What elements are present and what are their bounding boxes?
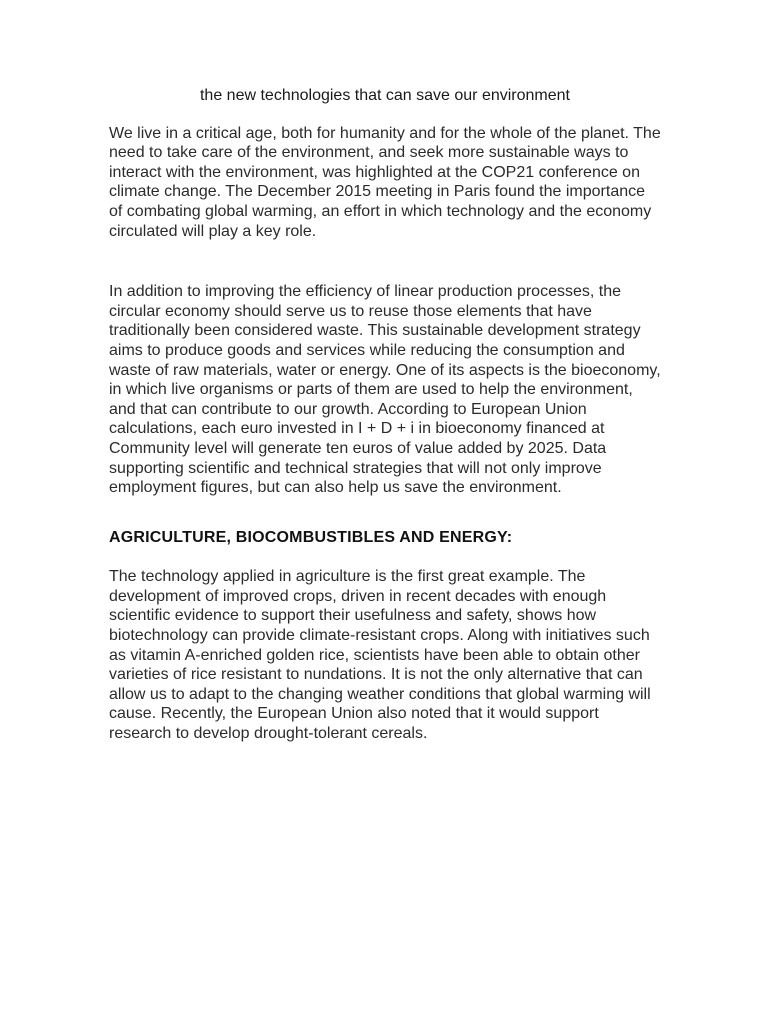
section-heading: AGRICULTURE, BIOCOMBUSTIBLES AND ENERGY: bbox=[109, 528, 513, 546]
document-body bbox=[109, 86, 661, 744]
intro-paragraph: We live in a critical age, both for humanity and for the whole of the planet. The need to take care of the environment, and seek more sustainable ways to interact with the environment, was highlighted at the COP21 conference on climate change. The December 2015 meeting in Paris found the importance of combating global warming, an effort in which technology and the economy circulated will play a key role. bbox=[109, 124, 661, 240]
document-title: the new technologies that can save our environment bbox=[199, 87, 570, 104]
circular-economy-paragraph: In addition to improving the efficiency of linear production processes, the circular economy should serve us to reuse those elements that have traditionally been considered waste. This sustainable development strategy aims to produce goods and services while reducing the consumption and waste of raw materials, water or energy. One of its aspects is the bioeconomy, in which live organisms or parts of them are used to help the environment, and that can contribute to our growth. According to European Union calculations, each euro invested in I + D + i in bioeconomy financed at Community level will generate ten euros of value added by 2025. Data supporting scientific and technical strategies that will not only improve employment figures, but can also help us save the environment. bbox=[109, 283, 661, 497]
agriculture-paragraph: The technology applied in agriculture is the first great example. The development of improved crops, driven in recent decades with enough scientific evidence to support their usefulness and safety, shows how biotechnology can provide climate-resistant crops. Along with initiatives such as vitamin A-enriched golden rice, scientists have been able to obtain other varieties of rice resistant to nundations. It is not the only alternative that can allow us to adapt to the changing weather conditions that global warming will cause. Recently, the European Union also noted that it would support research to develop drought-tolerant cereals. bbox=[109, 568, 651, 743]
